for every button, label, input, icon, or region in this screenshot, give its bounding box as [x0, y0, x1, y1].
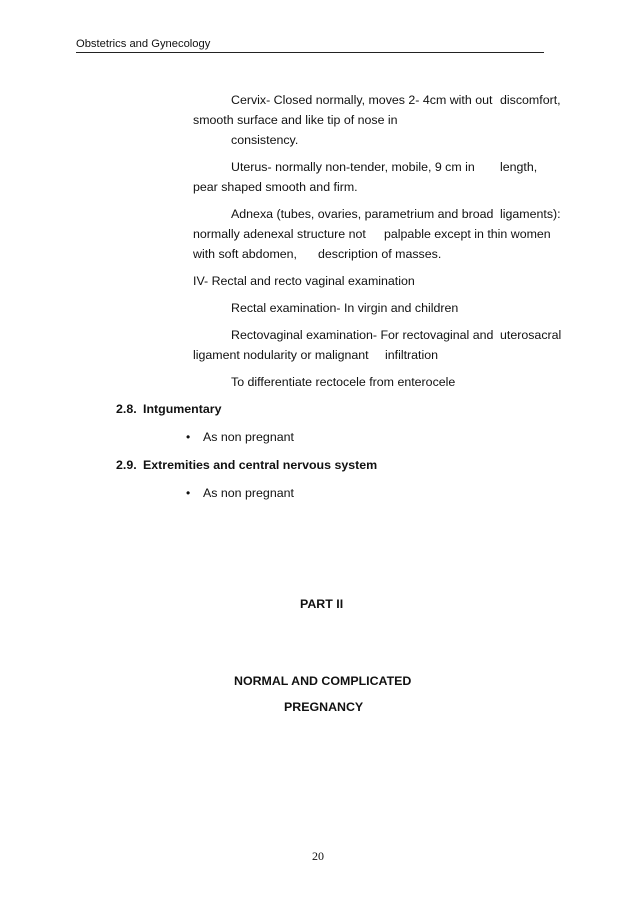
- bullet-text: As non pregnant: [203, 486, 294, 500]
- differentiate-line: To differentiate rectocele from enterocele: [231, 375, 456, 389]
- section-number: 2.9.: [116, 458, 137, 472]
- adnexa-line-3-end: description of masses.: [318, 247, 442, 261]
- cervix-line-1-end: discomfort,: [500, 93, 561, 107]
- part-label: PART II: [300, 597, 344, 611]
- cervix-line-1: Cervix- Closed normally, moves 2- 4cm with out: [231, 93, 493, 107]
- rectal-heading: IV- Rectal and recto vaginal examination: [193, 274, 415, 288]
- rectovaginal-line-1: Rectovaginal examination- For rectovaginal and: [231, 328, 494, 342]
- running-header: Obstetrics and Gynecology: [76, 38, 211, 50]
- adnexa-line-1: Adnexa (tubes, ovaries, parametrium and broad: [231, 207, 494, 221]
- section-number: 2.8.: [116, 402, 137, 416]
- section-title: Extremities and central nervous system: [143, 458, 378, 472]
- bullet-dot: •: [186, 430, 191, 444]
- adnexa-line-2-end: palpable except in thin women: [384, 227, 551, 241]
- part-title-line-2: PREGNANCY: [284, 700, 364, 714]
- rectovaginal-line-1-end: uterosacral: [500, 328, 562, 342]
- uterus-line-1-end: length,: [500, 160, 538, 174]
- uterus-line-2: pear shaped smooth and firm.: [193, 180, 358, 194]
- adnexa-line-2: normally adenexal structure not: [193, 227, 366, 241]
- cervix-line-2: smooth surface and like tip of nose in: [193, 113, 398, 127]
- adnexa-line-3: with soft abdomen,: [193, 247, 298, 261]
- section-title: Intgumentary: [143, 402, 222, 416]
- bullet-text: As non pregnant: [203, 430, 294, 444]
- uterus-line-1: Uterus- normally non-tender, mobile, 9 cm in: [231, 160, 475, 174]
- rectal-examination: Rectal examination- In virgin and children: [231, 301, 459, 315]
- part-title-line-1: NORMAL AND COMPLICATED: [234, 674, 412, 688]
- bullet-dot: •: [186, 486, 191, 500]
- page-number: 20: [312, 849, 324, 863]
- adnexa-line-1-end: ligaments):: [500, 207, 561, 221]
- rectovaginal-line-2: ligament nodularity or malignant: [193, 348, 369, 362]
- cervix-line-3: consistency.: [231, 133, 299, 147]
- header-rule: [76, 52, 544, 53]
- rectovaginal-line-2-end: infiltration: [385, 348, 439, 362]
